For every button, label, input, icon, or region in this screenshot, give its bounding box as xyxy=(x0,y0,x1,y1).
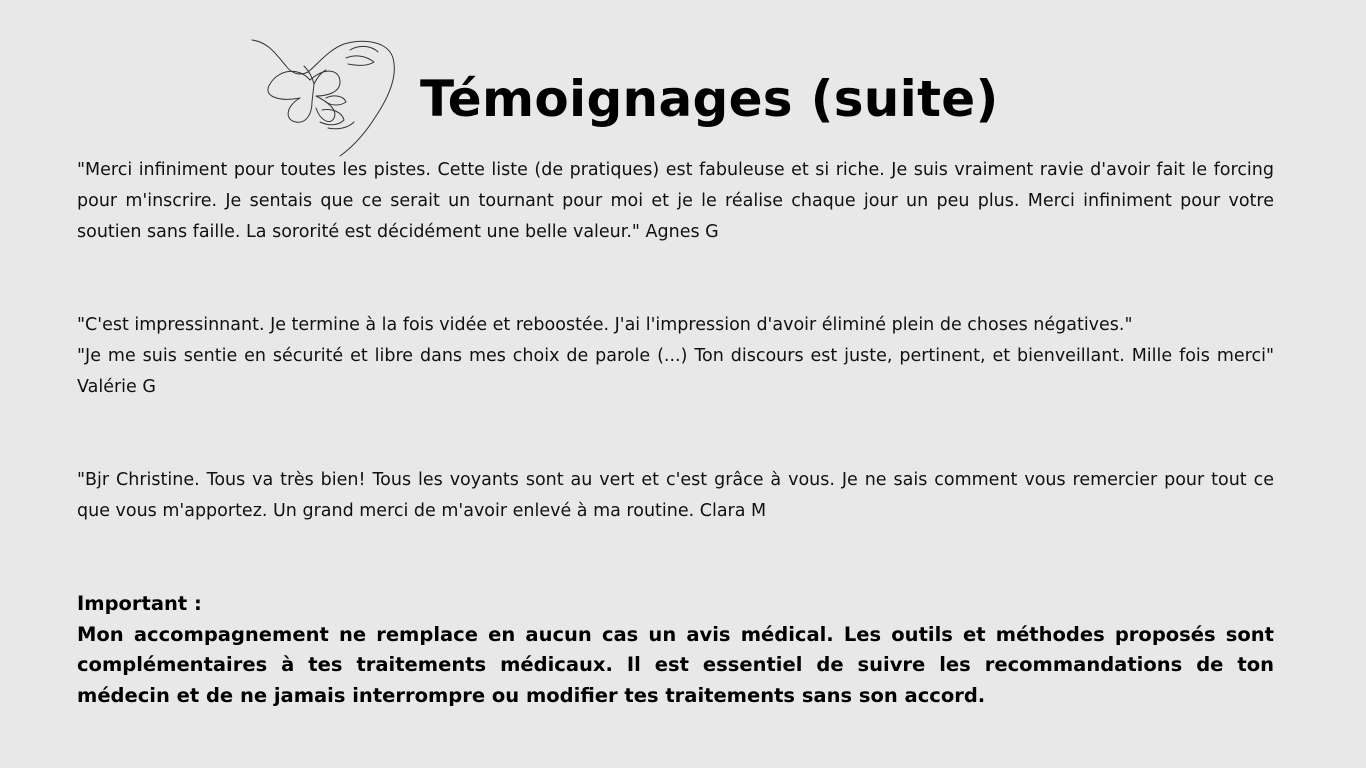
testimonial-clara xyxy=(77,465,1274,527)
important-notice xyxy=(77,589,1274,711)
butterfly-face-line-art-icon xyxy=(248,36,398,160)
important-heading: Important : xyxy=(77,592,202,615)
testimonial-text: "Merci infiniment pour toutes les pistes. Cette liste (de pratiques) est fabuleuse et si riche. Je suis vraiment ravie d'avoir fait le forcing pour m'inscrire. Je sentais que ce serait un tournant pour moi et je le réalise chaque jour un peu plus. Merci infiniment pour votre soutien sans faille. La sororité est décidément une belle valeur." Agnes G xyxy=(77,160,1274,242)
testimonial-text: "Bjr Christine. Tous va très bien! Tous les voyants sont au vert et c'est grâce à vous. Je ne sais comment vous remercier pour tout ce que vous m'apportez. Un grand merci de m'avoir enlevé à ma routine. Clara M xyxy=(77,470,1274,521)
important-body: Mon accompagnement ne remplace en aucun cas un avis médical. Les outils et méthodes proposés sont complémentaires à tes traitements médicaux. Il est essentiel de suivre les recommandations de ton médecin et de ne jamais interrompre ou modifier tes traitements sans son accord. xyxy=(77,622,1274,707)
testimonial-agnes xyxy=(77,155,1274,248)
testimonial-valerie xyxy=(77,310,1274,403)
testimonial-text: "C'est impressinnant. Je termine à la fois vidée et reboostée. J'ai l'impression d'avoir éliminé plein de choses négatives." xyxy=(77,315,1133,335)
page-title: Témoignages (suite) xyxy=(420,70,999,128)
testimonial-text: "Je me suis sentie en sécurité et libre dans mes choix de parole (...) Ton discours est juste, pertinent, et bienveillant. Mille fois merci" Valérie G xyxy=(77,346,1274,397)
testimonials-content xyxy=(77,155,1274,711)
